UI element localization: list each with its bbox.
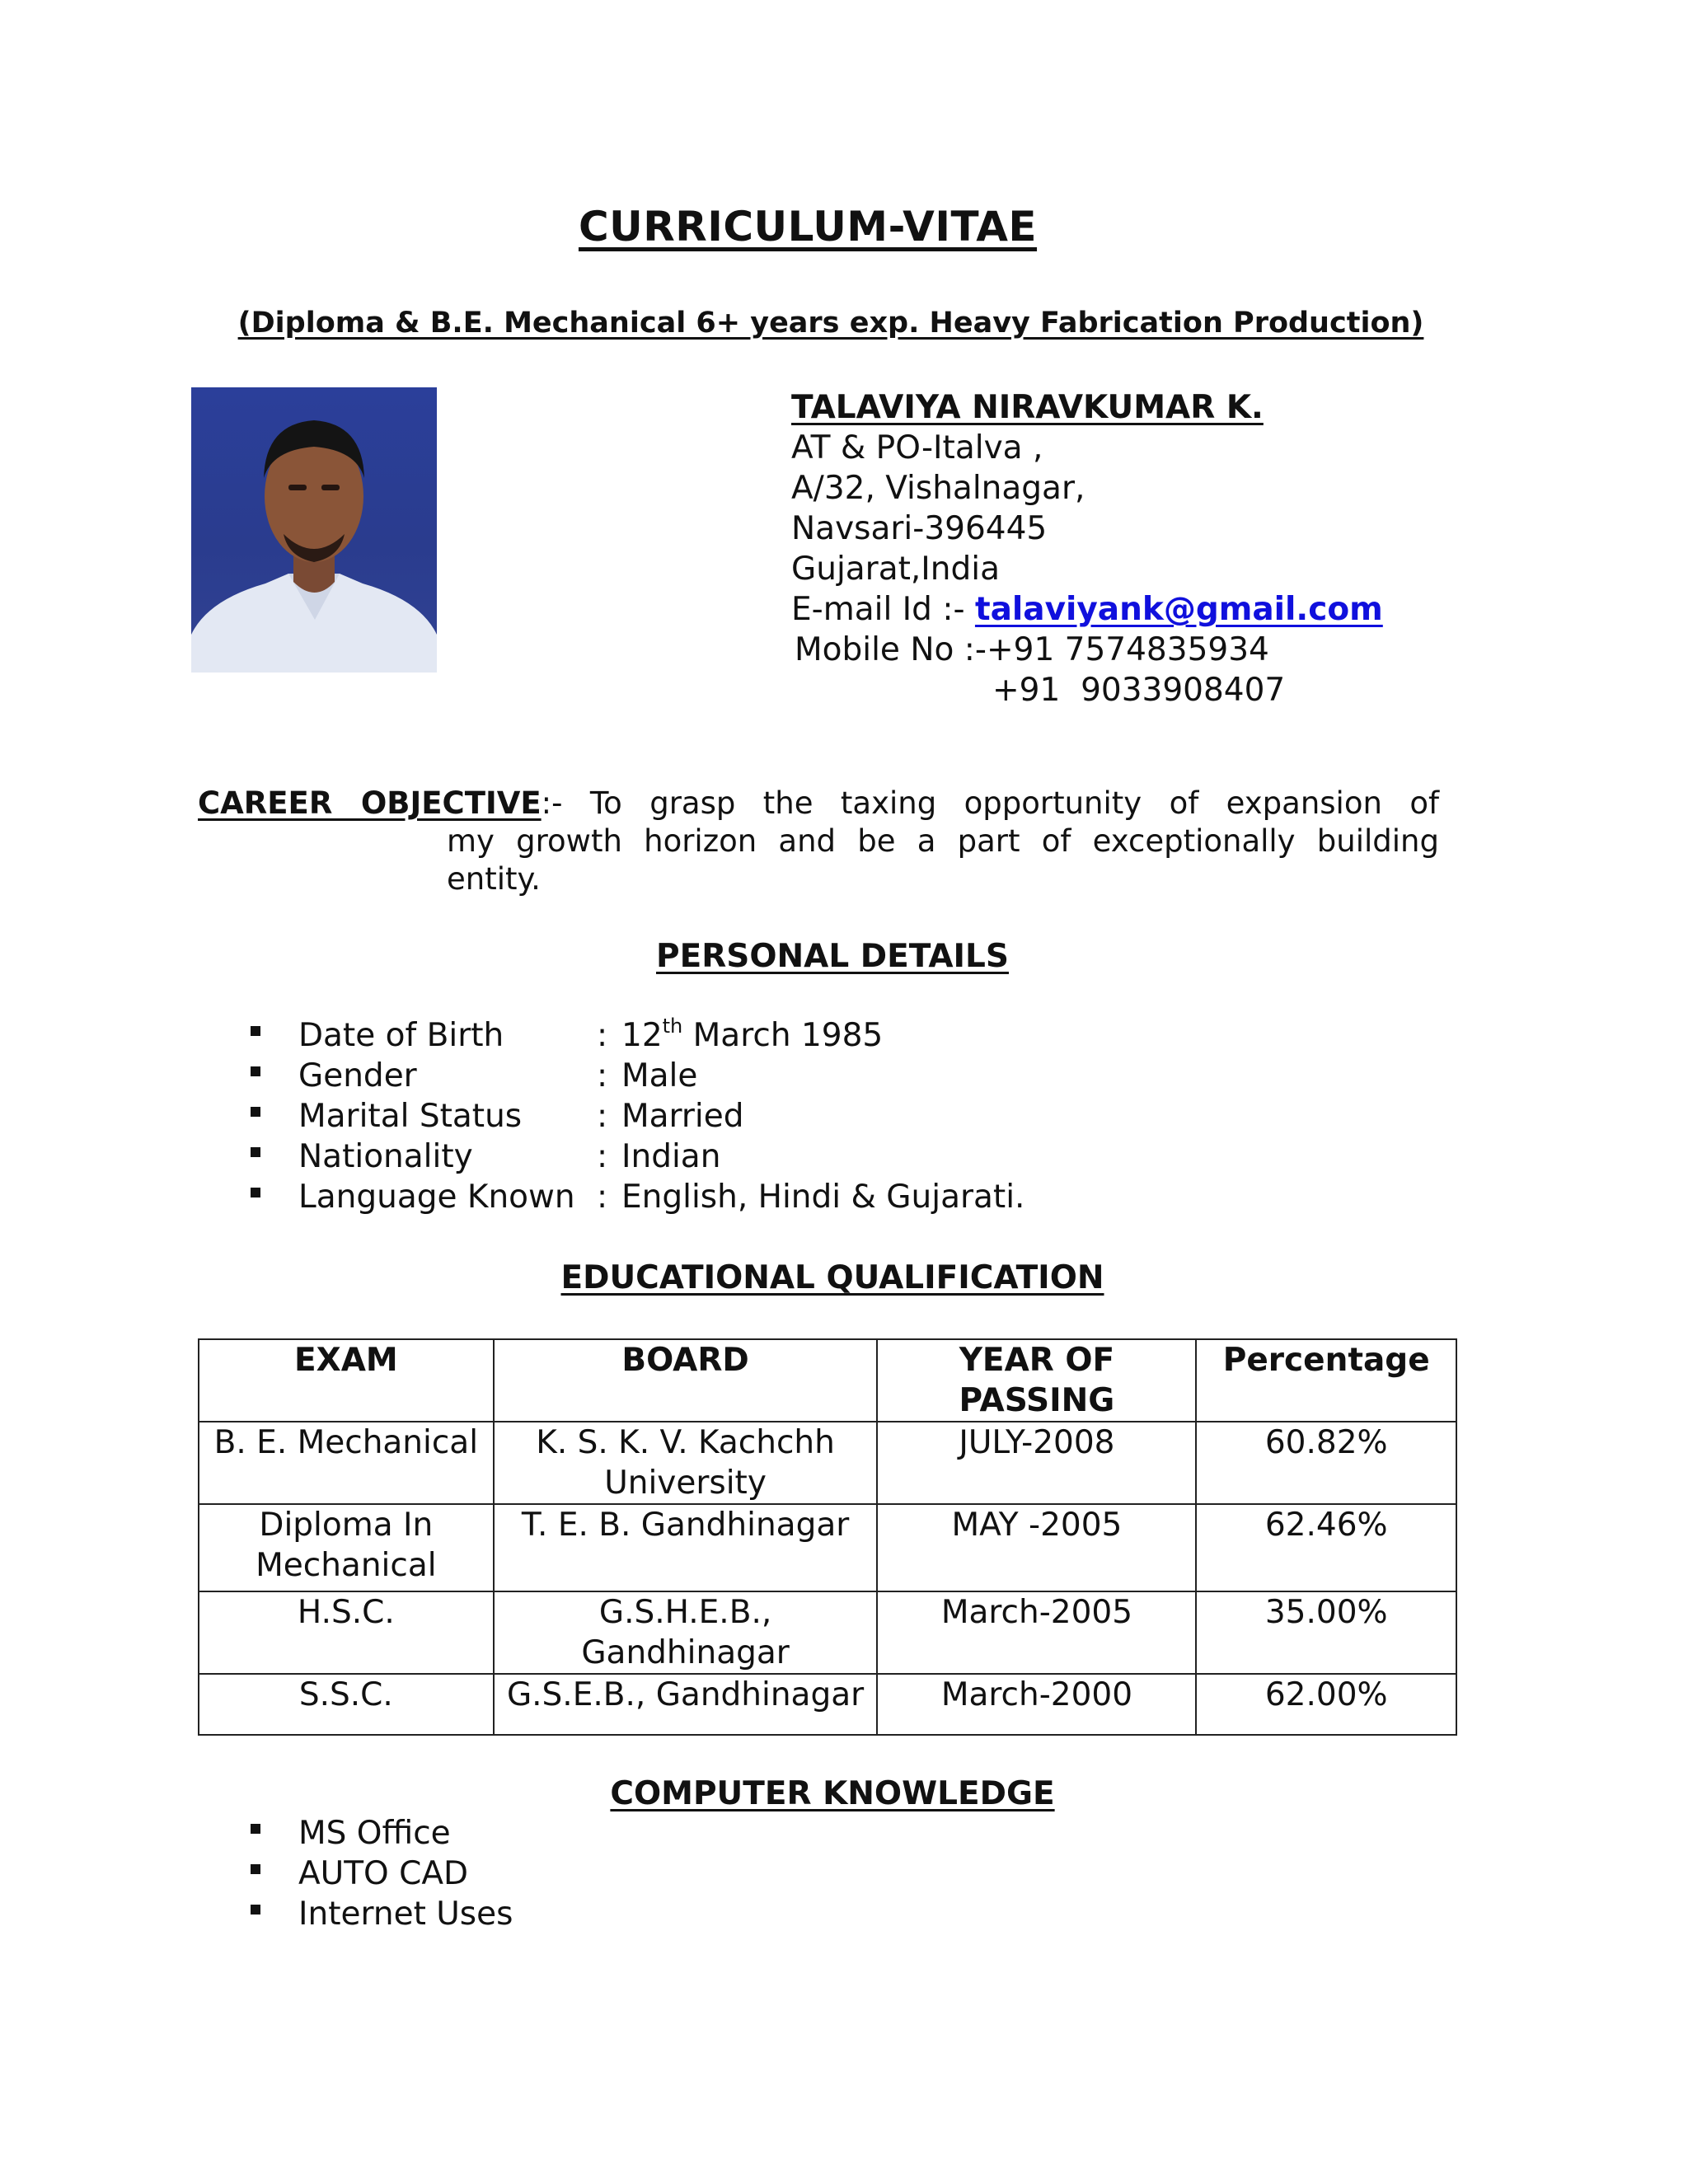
column-header: BOARD (494, 1339, 878, 1422)
contact-block (791, 387, 1383, 710)
mobile-row (791, 630, 1383, 670)
table-cell: Diploma In Mechanical (199, 1504, 494, 1591)
detail-label: Nationality (298, 1138, 473, 1175)
table-cell: 62.00% (1196, 1674, 1456, 1735)
list-item (247, 1854, 513, 1894)
mobile-label: Mobile No :- (795, 631, 987, 668)
document-title: CURRICULUM-VITAE (578, 203, 1038, 251)
personal-details-heading: PERSONAL DETAILS (656, 938, 1009, 975)
document-subtitle: (Diploma & B.E. Mechanical 6+ years exp. Heavy Fabrication Production) (237, 307, 1424, 340)
detail-label: Language Known (298, 1179, 575, 1216)
objective-continuation (198, 823, 1439, 898)
table-row (199, 1674, 1456, 1735)
table-cell: G.S.E.B., Gandhinagar (494, 1674, 878, 1735)
detail-value (621, 1015, 883, 1056)
table-cell: JULY-2008 (877, 1422, 1196, 1504)
table-cell: S.S.C. (199, 1674, 494, 1735)
table-cell: March-2000 (877, 1674, 1196, 1735)
objective-heading: CAREER OBJECTIVE (198, 785, 542, 821)
detail-value: Indian (621, 1138, 721, 1175)
list-item (247, 1096, 1025, 1137)
table-cell: T. E. B. Gandhinagar (494, 1504, 878, 1591)
dob-suffix: th (662, 1015, 683, 1038)
detail-label: Gender (298, 1057, 417, 1094)
computer-knowledge-list (247, 1813, 513, 1934)
mobile-number-1: +91 7574835934 (986, 631, 1269, 668)
column-header: Percentage (1196, 1339, 1456, 1422)
candidate-name: TALAVIYA NIRAVKUMAR K. (791, 389, 1264, 426)
table-row (199, 1591, 1456, 1674)
objective-line-1 (198, 785, 1439, 823)
mobile-number-2: +91 9033908407 (992, 672, 1286, 709)
table-cell: MAY -2005 (877, 1504, 1196, 1591)
career-objective (198, 785, 1439, 898)
list-item (247, 1177, 1025, 1217)
objective-text-1: To grasp the taxing opportunity of expansion of (562, 785, 1439, 821)
table-cell: K. S. K. V. Kachchh University (494, 1422, 878, 1504)
table-cell: B. E. Mechanical (199, 1422, 494, 1504)
list-item (247, 1056, 1025, 1096)
detail-label: Marital Status (298, 1098, 523, 1135)
table-cell: 62.46% (1196, 1504, 1456, 1591)
personal-details-list (247, 1015, 1025, 1217)
email-row (791, 589, 1383, 630)
education-heading: EDUCATIONAL QUALIFICATION (560, 1259, 1104, 1296)
table-cell: H.S.C. (199, 1591, 494, 1674)
address-line: Gujarat,India (791, 551, 1001, 588)
table-cell: 35.00% (1196, 1591, 1456, 1674)
table-cell: G.S.H.E.B., Gandhinagar (494, 1591, 878, 1674)
detail-separator: : (597, 1138, 608, 1175)
email-label: E-mail Id :- (791, 591, 975, 628)
detail-separator: : (597, 1098, 608, 1135)
column-header: YEAR OF PASSING (877, 1339, 1196, 1422)
detail-value: English, Hindi & Gujarati. (621, 1179, 1025, 1216)
education-table (198, 1338, 1457, 1736)
objective-separator: :- (541, 785, 563, 821)
address-line: A/32, Vishalnagar, (791, 470, 1085, 507)
detail-value: Male (621, 1057, 698, 1094)
table-row (199, 1422, 1456, 1504)
computer-knowledge-heading: COMPUTER KNOWLEDGE (610, 1775, 1055, 1812)
skill-item: MS Office (298, 1815, 451, 1852)
column-header: EXAM (199, 1339, 494, 1422)
detail-value: Married (621, 1098, 744, 1135)
dob-day: 12 (621, 1017, 663, 1054)
profile-photo (191, 387, 437, 673)
email-link[interactable]: talaviyank@gmail.com (974, 591, 1383, 628)
list-item (247, 1137, 1025, 1177)
address-line: AT & PO-Italva , (791, 429, 1043, 466)
detail-separator: : (597, 1017, 608, 1054)
detail-separator: : (597, 1179, 608, 1216)
detail-label: Date of Birth (298, 1017, 504, 1054)
table-row (199, 1504, 1456, 1591)
table-cell: 60.82% (1196, 1422, 1456, 1504)
table-header-row (199, 1339, 1456, 1422)
skill-item: Internet Uses (298, 1896, 513, 1933)
table-cell: March-2005 (877, 1591, 1196, 1674)
list-item (247, 1015, 1025, 1056)
list-item (247, 1813, 513, 1854)
dob-rest: March 1985 (682, 1017, 884, 1054)
address-line: Navsari-396445 (791, 510, 1048, 547)
skill-item: AUTO CAD (298, 1855, 469, 1892)
list-item (247, 1894, 513, 1934)
objective-text-2: my growth horizon and be a part of exceptionally building (447, 823, 1439, 859)
detail-separator: : (597, 1057, 608, 1094)
objective-text-3: entity. (447, 861, 541, 897)
